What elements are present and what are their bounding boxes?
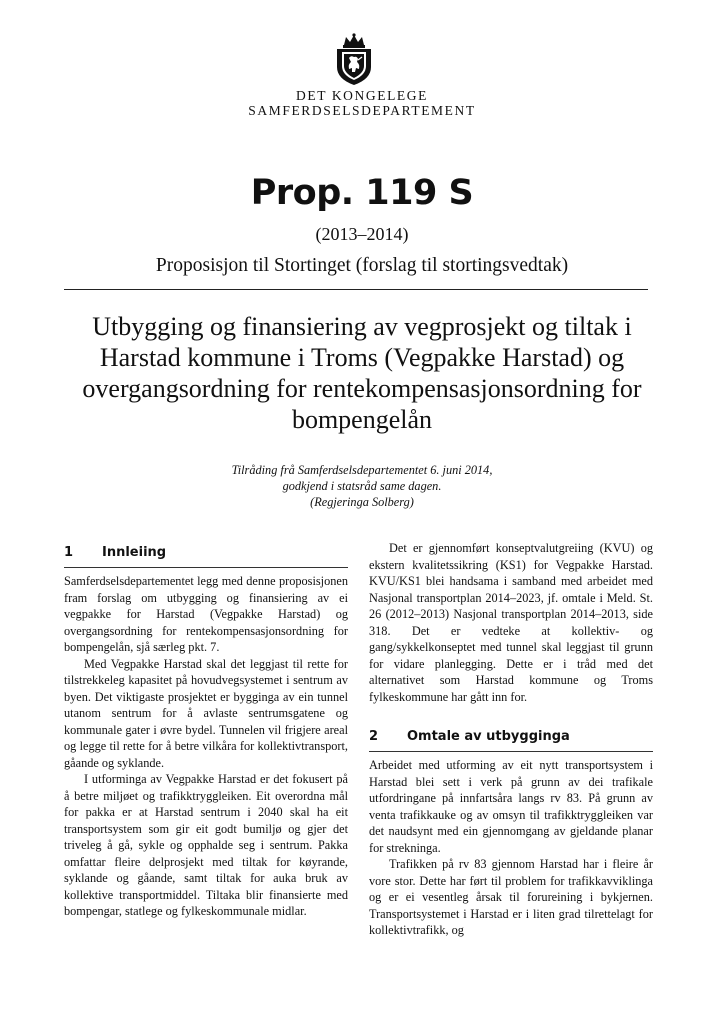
section-heading-2 bbox=[369, 727, 653, 752]
section-number: 1 bbox=[64, 544, 74, 560]
paragraph: I utforminga av Vegpakke Harstad er det fokusert på å betre miljøet og trafikktryggleiken. Eit overordna mål for pakka er at Harstad sentrum i 2040 skal ha eit transportsystem som gir eit godt bumiljø og gjer det triveleg å gå, sykle og opphalde seg i sentrum. Pakka omfattar fleire delprosjekt med tiltak for køyrande, syklande og gåande, samt tiltak for auka bruk av kollektive transportmiddel. Tiltaka blir finansierte med bompengar, statlege og fylkeskommunale midlar. bbox=[64, 772, 348, 918]
section-heading-1 bbox=[64, 543, 348, 568]
proposition-subtitle: Proposisjon til Stortinget (forslag til stortingsvedtak) bbox=[155, 255, 569, 276]
approval-note bbox=[120, 462, 604, 510]
paragraph: Det er gjennomført konseptvalutgreiing (KVU) og ekstern kvalitetssikring (KS1) for Vegpakke Harstad. KVU/KS1 blei handsama i samband med arbeidet med Nasjonal transportplan 2014–2023, jf. omtale i Meld. St. 26 (2012–2013) Nasjonal transportplan 2014–2013, side 318. Det er vedteke at kollektiv- og gang/sykkelkonseptet med tunnel skal leggjast til grunn for vidare planlegging. Dette er i tråd med det alternativet som Harstad kommune og Troms fylkeskommune har gått inn for. bbox=[369, 541, 653, 704]
approval-line: godkjend i statsråd same dagen. bbox=[282, 479, 442, 493]
ministry-name-line2: SAMFERDSELSDEPARTEMENT bbox=[248, 103, 476, 118]
section-title: Innleiing bbox=[102, 544, 167, 560]
approval-line: Tilråding frå Samferdselsdepartementet 6. juni 2014, bbox=[231, 463, 493, 477]
title-divider bbox=[64, 289, 648, 290]
approval-line: (Regjeringa Solberg) bbox=[310, 495, 414, 509]
proposition-number: Prop. 119 S bbox=[250, 173, 474, 213]
section-number: 2 bbox=[369, 728, 379, 744]
paragraph: Arbeidet med utforming av eit nytt transportsystem i Harstad blei sett i verk på grunn av dei trafikale utfordringane på innfartsåra langs rv 83. På grunn av venta trafikkauke og av omsyn til trafikktryggleiken var det naudsynt med ein gjennomgang av gjeldande planar for strekninga. bbox=[369, 758, 653, 855]
section-title: Omtale av utbygginga bbox=[407, 728, 570, 744]
paragraph: Trafikken på rv 83 gjennom Harstad har i fleire år vore stor. Dette har ført til problem for trafikkavviklinga og er ei vesentleg årsak til forureining i bykjernen. Transportsystemet i Harstad er i liten grad tilrettelagt for kollektivtrafikk, og bbox=[369, 857, 653, 937]
left-column bbox=[64, 543, 348, 920]
paragraph: Med Vegpakke Harstad skal det leggjast til rette for tilstrekkeleg kapasitet på hovudvegsystemet i sentrum av byen. Det viktigaste prosjektet er bygginga av ein tunnel utanom sentrum for å avlaste sentrumsgatene og kommunale gater i øvre bydel. Tunnelen vil frigjere areal og legge til rette for å betre vilkåra for kollektivtransport, gåande og syklande. bbox=[64, 656, 348, 770]
royal-coat-of-arms-icon bbox=[331, 33, 377, 87]
document-title: Utbygging og finansiering av vegprosjekt og tiltak i Harstad kommune i Troms (Vegpakke Harstad) og overgangsordning for rentekompensasjonsordning for bompengelån bbox=[82, 312, 642, 434]
ministry-name-line1: DET KONGELEGE bbox=[296, 88, 428, 103]
right-column bbox=[369, 540, 653, 939]
session-years: (2013–2014) bbox=[315, 224, 409, 244]
paragraph: Samferdselsdepartementet legg med denne proposisjonen fram forslag om utbygging og finansiering av ei vegpakke for Harstad (Vegpakke Harstad) og overgangsordning for rentekompensasjonsordning for bompengelån, sjå særleg pkt. 7. bbox=[64, 574, 348, 654]
